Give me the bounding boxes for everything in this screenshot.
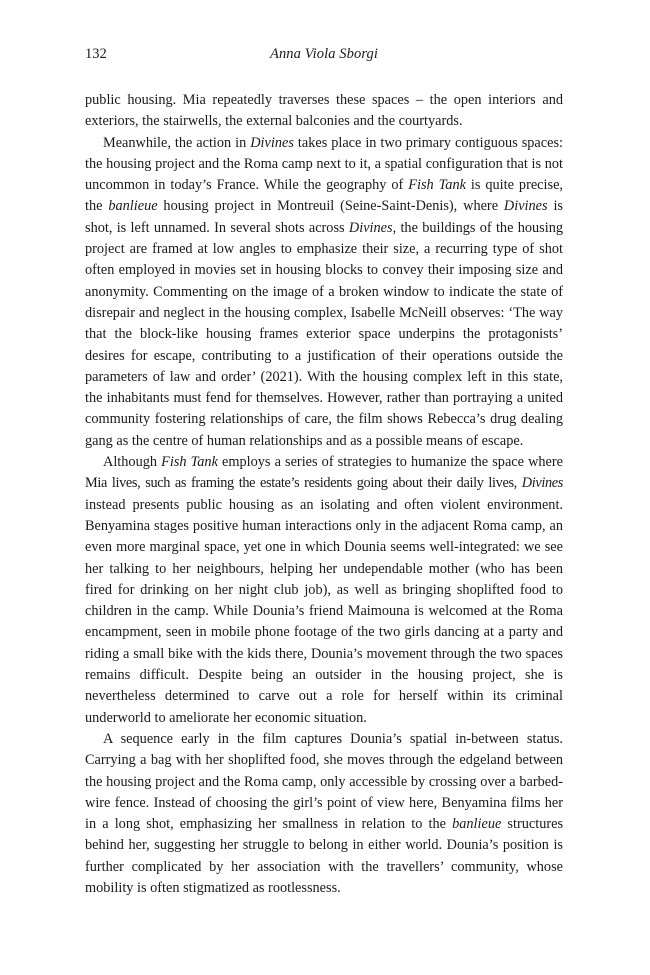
text-run: Mia lives, such as framing the estate’s residents going about their daily lives, [85, 475, 522, 492]
text-run: is quite precise, the [85, 177, 563, 215]
text-run: instead presents public housing as an isolating and often violent environment. Benyamina stages positive human interactions only in the adjacent Roma camp, an even more marginal space, yet one in which Dounia seems well-integrated: we see her talking to her neighbours, helping her undependable mother (who has been fired for drinking on her night club job), as well as bringing shoplifted food to children in the camp. While Dounia’s friend Maimouna is welcomed at the Roma encampment, seen in mobile phone footage of the two girls dancing at a party and riding a small bike with the kids there, Dounia’s movement through the two spaces remains difficult. Despite being an outsider in the housing project, she is nevertheless determined to carve out a role for herself within its criminal underworld to ameliorate her economic situation. [85, 496, 563, 726]
text-run: public housing. Mia repeatedly traverses these spaces – the open interiors and exteriors, the stairwells, the external balconies and the courtyards. [85, 92, 563, 130]
text-run: A sequence early in the film captures Dounia’s spatial in-between status. Carrying a bag with her shoplifted food, she moves through the edgeland between the housing project and the Roma camp, only accessible by crossing over a barbed-wire fence. Instead of choosing the girl’s point of view here, Benyamina films her in a long shot, emphasizing her smallness in relation to the [85, 730, 563, 833]
italic-title: Divines [521, 475, 563, 492]
paragraph [85, 90, 563, 133]
italic-title: Divines [348, 219, 393, 236]
text-run: Meanwhile, the action in [103, 134, 251, 151]
text-run: employs a series of strategies to humanize the space where [217, 454, 564, 471]
italic-title: Divines [503, 198, 548, 215]
body-text [85, 90, 563, 899]
text-run: housing project in Montreuil (Seine-Saint-Denis), where [157, 198, 504, 215]
italic-title: Fish Tank [161, 454, 218, 471]
italic-title: Fish Tank [408, 177, 466, 194]
italic-title: banlieue [452, 816, 502, 833]
text-run: structures behind her, suggesting her struggle to belong in either world. Dounia’s position is further complicated by her association with the travellers’ community, whose mobility is often stigmatized as rootlessness. [85, 816, 564, 896]
running-head [85, 46, 563, 66]
paragraph [85, 729, 563, 899]
page-number: 132 [85, 46, 107, 62]
italic-title: banlieue [108, 198, 158, 215]
paragraph [85, 133, 563, 452]
text-run: takes place in two primary contiguous spaces: the housing project and the Roma camp next to it, a spatial configuration that is not uncommon in today’s France. While the geography of [85, 134, 563, 194]
paragraph [85, 452, 563, 729]
running-head-author: Anna Viola Sborgi [269, 46, 379, 62]
text-run: is shot, is left unnamed. In several shots across [85, 198, 563, 236]
italic-title: Divines [250, 134, 294, 151]
text-run: , the buildings of the housing project are framed at low angles to emphasize their size, a recurring type of shot often employed in movies set in housing blocks to convey their imposing size and anonymity. Commenting on the image of a broken window to indicate the state of disrepair and neglect in the housing complex, Isabelle McNeill observes: ‘The way that the block-like housing frames exterior space underpins the protagonists’ desires for escape, contributing to a justification of their operations outside the parameters of law and order’ (2021). With the housing complex left in this state, the inhabitants must fend for themselves. However, rather than portraying a united community fostering relationships of care, the film shows Rebecca’s drug dealing gang as the centre of human relationships and as a possible means of escape. [85, 219, 563, 449]
text-run: Although [103, 454, 162, 471]
